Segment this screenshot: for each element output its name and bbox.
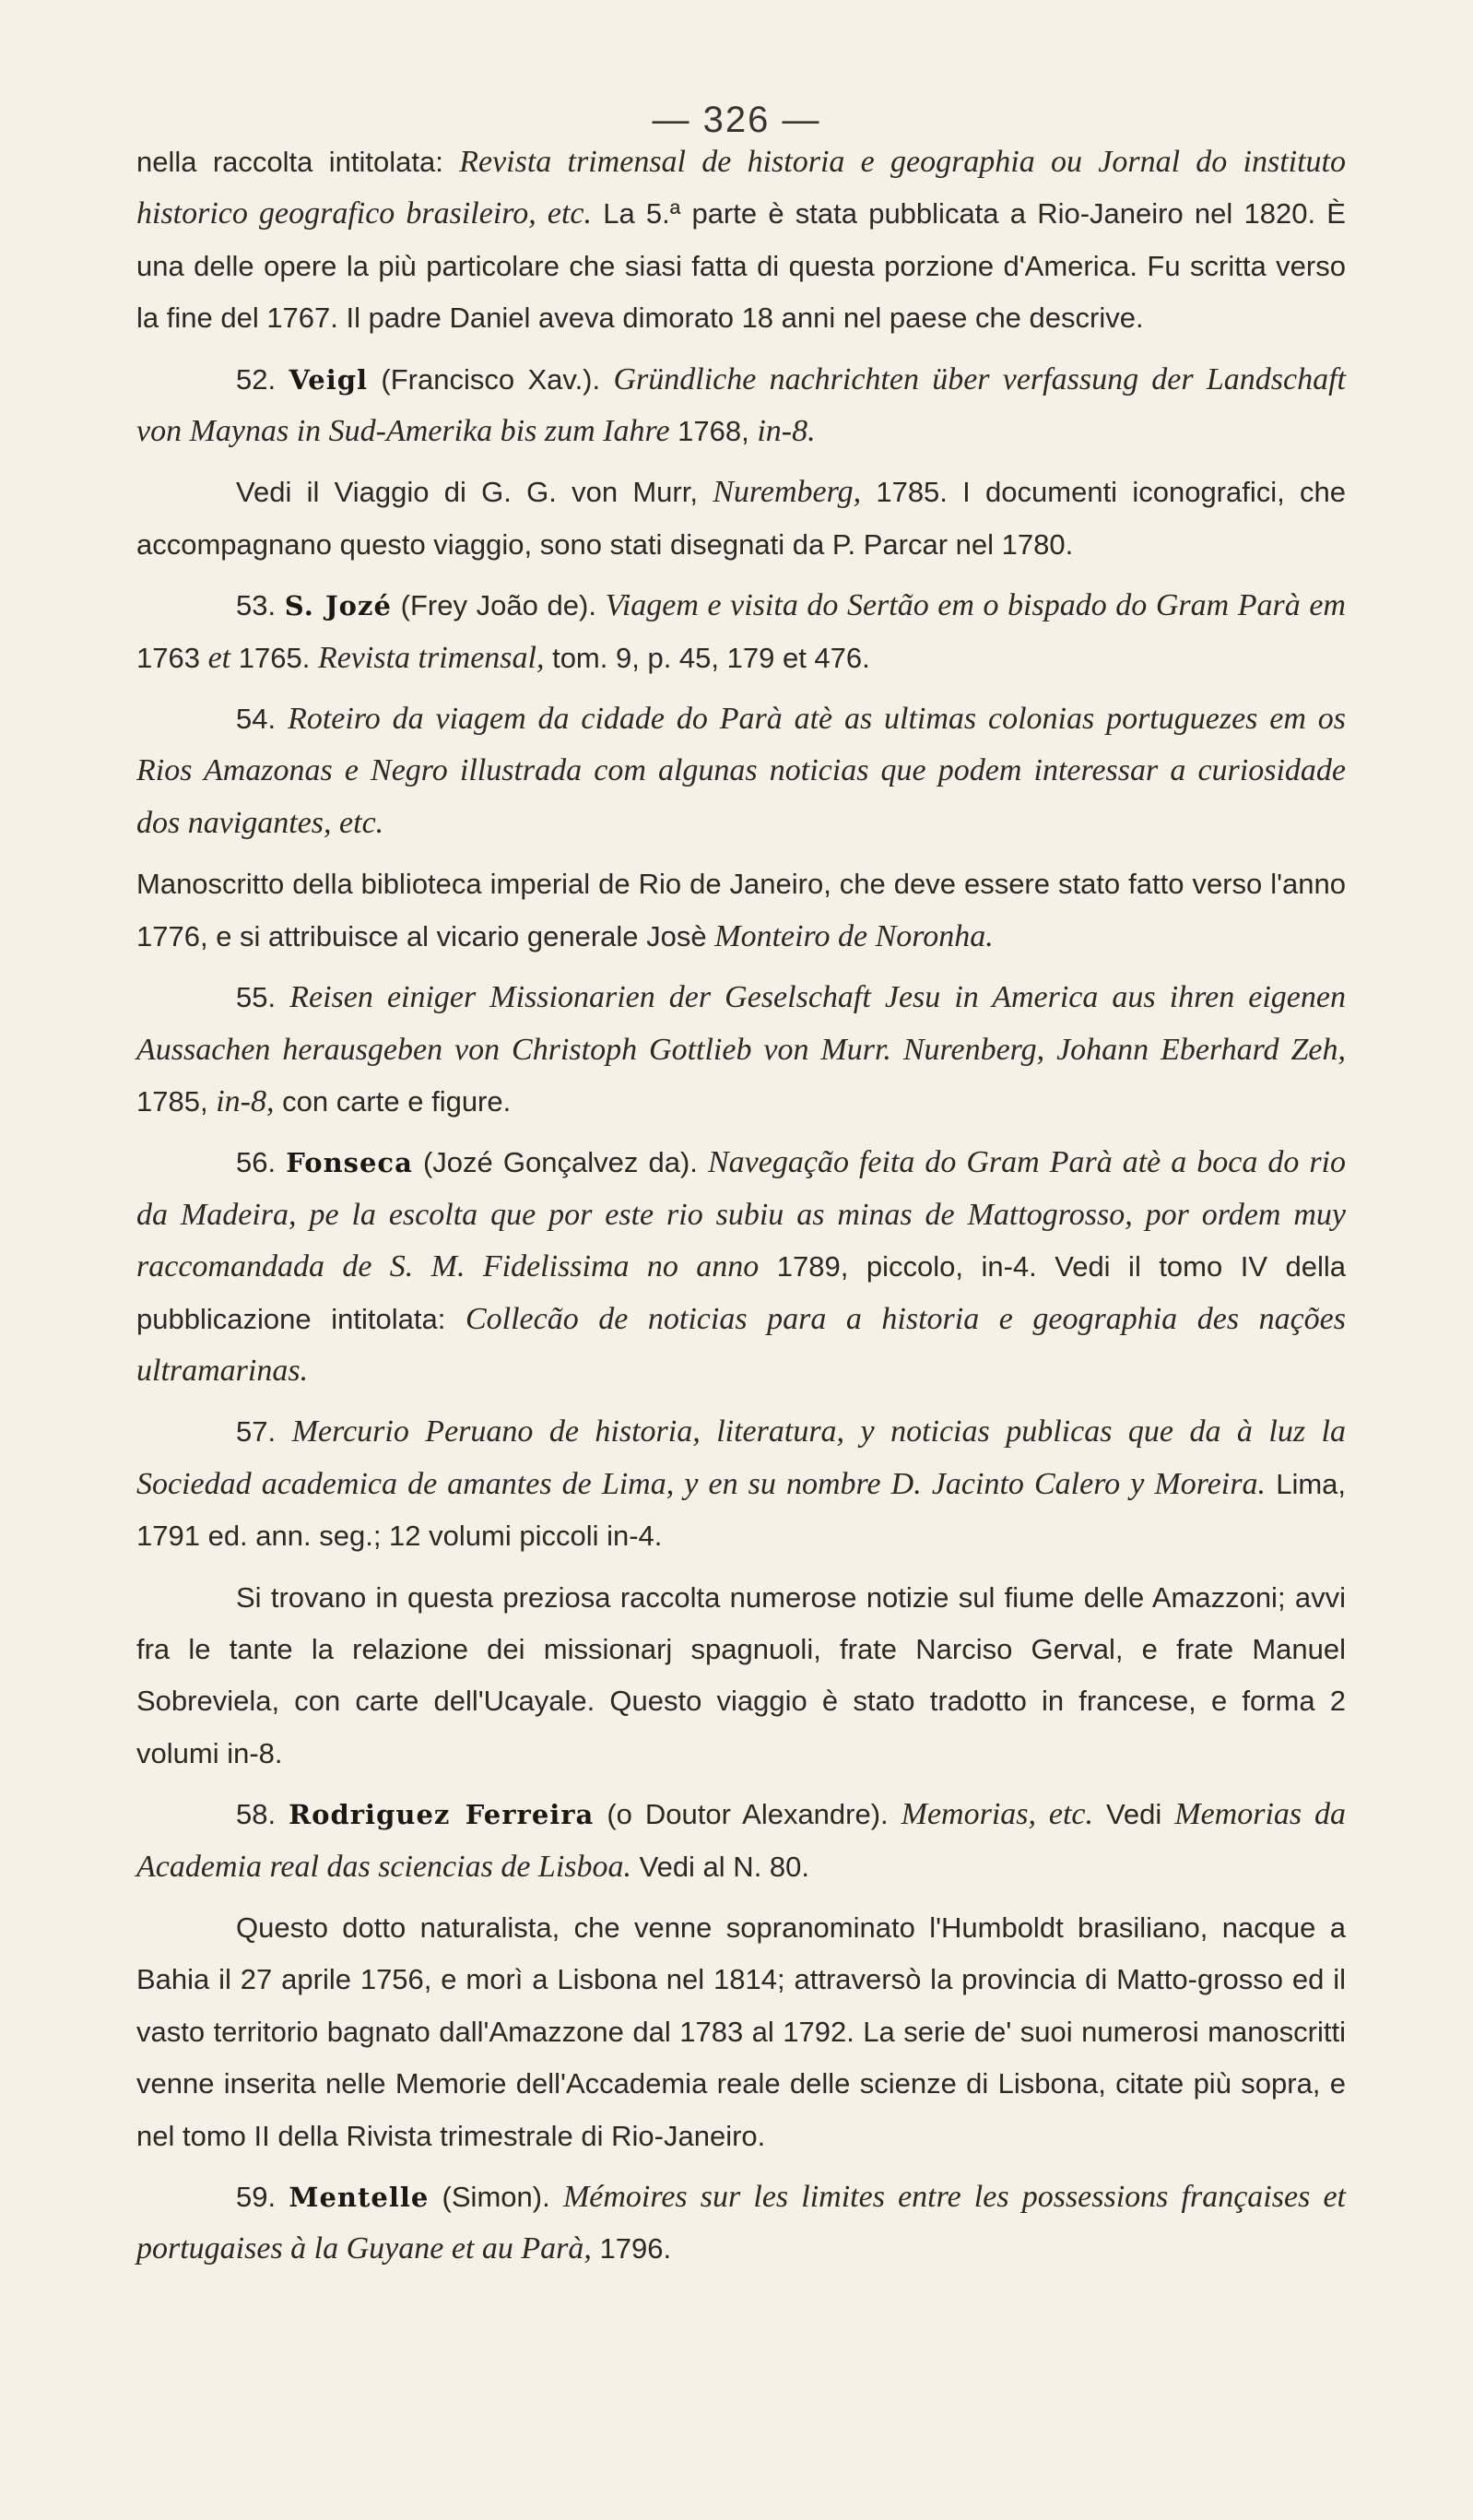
entry-title: Mercurio Peruano de historia, literatura, y noticias publicas que da à luz la Sociedad academica de amantes de Lima, y en su nombre D. Jacinto Calero y Moreira. (136, 1414, 1346, 1501)
entry-author: Rodriguez Ferreira (289, 1799, 595, 1831)
entry-number: 59. (236, 2181, 289, 2214)
entry-57-note: Si trovano in questa preziosa raccolta numerose notizie sul fiume delle Amazzoni; avvi fra le tante la relazione dei missionarj spagnuoli, frate Narciso Gerval, e frate Manuel Sobreviela, con carte dell'Ucayale. Questo viaggio è stato tradotto in francese, e forma 2 volumi in-8. (136, 1580, 1346, 1769)
entry-57: 57. Mercurio Peruano de historia, literatura, y noticias publicas que da à luz la Sociedad academica de amantes de Lima, y en su nombre D. Jacinto Calero y Moreira. Lima, 1791 ed. ann. seg.; 12 volumi piccoli in-4. (136, 1414, 1347, 1553)
entry-58: 58. Rodriguez Ferreira (o Doutor Alexandre). Memorias, etc. Vedi Memorias da Academia real das sciencias de Lisboa. Vedi al N. 80. (136, 1797, 1346, 1884)
entry-number: 52. (236, 362, 289, 396)
entry-title: Roteiro da viagem da cidade do Parà atè as ultimas colonias portuguezes em os Rios Amazonas e Negro illustrada com algunas noticias que podem interessar a curiosidade dos navigantes, etc. (136, 702, 1346, 840)
entry-number: 53. (236, 589, 285, 622)
entry-author: S. Jozé (284, 590, 392, 622)
entry-author: Fonseca (286, 1147, 413, 1179)
entry-title: Reisen einiger Missionarien der Geselschaft Jesu in America aus ihren eigenen Aussachen herausgeben von Christoph Gottlieb von Murr. Nurenberg, Johann Eberhard Zeh, (136, 980, 1346, 1067)
entry-52: 52. Veigl (Francisco Xav.). Gründliche nachrichten über verfassung der Landschaft von Maynas in Sud-Amerika bis zum Iahre 1768, in-8. (136, 361, 1346, 449)
page-number: — 326 — (652, 100, 821, 140)
entry-author: Mentelle (289, 2182, 430, 2214)
entry-title: Memorias, etc. (901, 1797, 1093, 1832)
entry-number: 54. (236, 703, 289, 736)
entry-number: 58. (236, 1798, 289, 1831)
entry-title: Navegação feita do Gram Parà atè a boca do rio da Madeira, pe la escolta que por este rio subiu as minas de Mattogrosso, por ordem muy raccomandada de S. M. Fidelissima no anno (136, 1145, 1346, 1284)
entry-56: 56. Fonseca (Jozé Gonçalvez da). Navegação feita do Gram Parà atè a boca do rio da Madeira, pe la escolta que por este rio subiu as minas de Mattogrosso, por ordem muy raccomandada de S. M. Fidelissima no anno 1789, piccolo, in-4. Vedi il tomo IV della pubblicazione intitolata: Collecão de noticias para a historia e geographia des nações ultramarinas. (136, 1145, 1346, 1388)
entry-number: 56. (236, 1146, 287, 1179)
entry-54 (136, 693, 1346, 849)
entry-52-note: Vedi il Viaggio di G. G. von Murr, Nuremberg, 1785. I documenti iconografici, che accompagnano questo viaggio, sono stati disegnati da P. Parcar nel 1780. (136, 475, 1346, 561)
entry-number: 57. (236, 1415, 292, 1449)
intro-journal-title: Revista trimensal de historia e geographia ou Jornal do instituto historico geografico brasileiro, etc. (136, 145, 1346, 231)
entry-58-note: Questo dotto naturalista, che venne sopranominato l'Humboldt brasiliano, nacque a Bahia il 27 aprile 1756, e morì a Lisbona nel 1814; attraversò la provincia di Matto-grosso ed il vasto territorio bagnato dall'Amazzone dal 1783 al 1792. La serie de' suoi numerosi manoscritti venne inserita nelle Memorie dell'Accademia reale delle scienze di Lisbona, citate più sopra, e nel tomo II della Rivista trimestrale di Rio-Janeiro. (136, 1911, 1346, 2152)
entry-number: 55. (236, 981, 290, 1014)
entry-55: 55. Reisen einiger Missionarien der Geselschaft Jesu in America aus ihren eigenen Aussachen herausgeben von Christoph Gottlieb von Murr. Nurenberg, Johann Eberhard Zeh, 1785, in-8, con carte e figure. (136, 980, 1346, 1118)
intro-paragraph: nella raccolta intitolata: Revista trimensal de historia e geographia ou Jornal do instituto historico geografico brasileiro, etc. La 5.ª parte è stata pubblicata a Rio-Janeiro nel 1820. È una delle opere la più particolare che siasi fatta di questa porzione d'America. Fu scritta verso la fine del 1767. Il padre Daniel aveva dimorato 18 anni nel paese che descrive. (136, 145, 1346, 335)
entry-author: Veigl (289, 363, 369, 396)
entry-54-note: Manoscritto della biblioteca imperial de Rio de Janeiro, che deve essere stato fatto verso l'anno 1776, e si attribuisce al vicario generale Josè Monteiro de Noronha. (136, 868, 1346, 953)
entry-title: Mémoires sur les limites entre les possessions françaises et portugaises à la Guyane et au Parà, (136, 2180, 1346, 2266)
page-body (136, 136, 1346, 2276)
entry-title: Gründliche nachrichten über verfassung der Landschaft von Maynas in Sud-Amerika bis zum Iahre (136, 361, 1346, 449)
entry-53: 53. S. Jozé (Frey João de). Viagem e visita do Sertão em o bispado do Gram Parà em 1763 et 1765. Revista trimensal, tom. 9, p. 45, 179 et 476. (136, 588, 1346, 675)
entry-59: 59. Mentelle (Simon). Mémoires sur les limites entre les possessions françaises et portugaises à la Guyane et au Parà, 1796. (136, 2180, 1346, 2266)
entry-title: Viagem e visita do Sertão em o bispado do Gram Parà em (605, 588, 1346, 623)
